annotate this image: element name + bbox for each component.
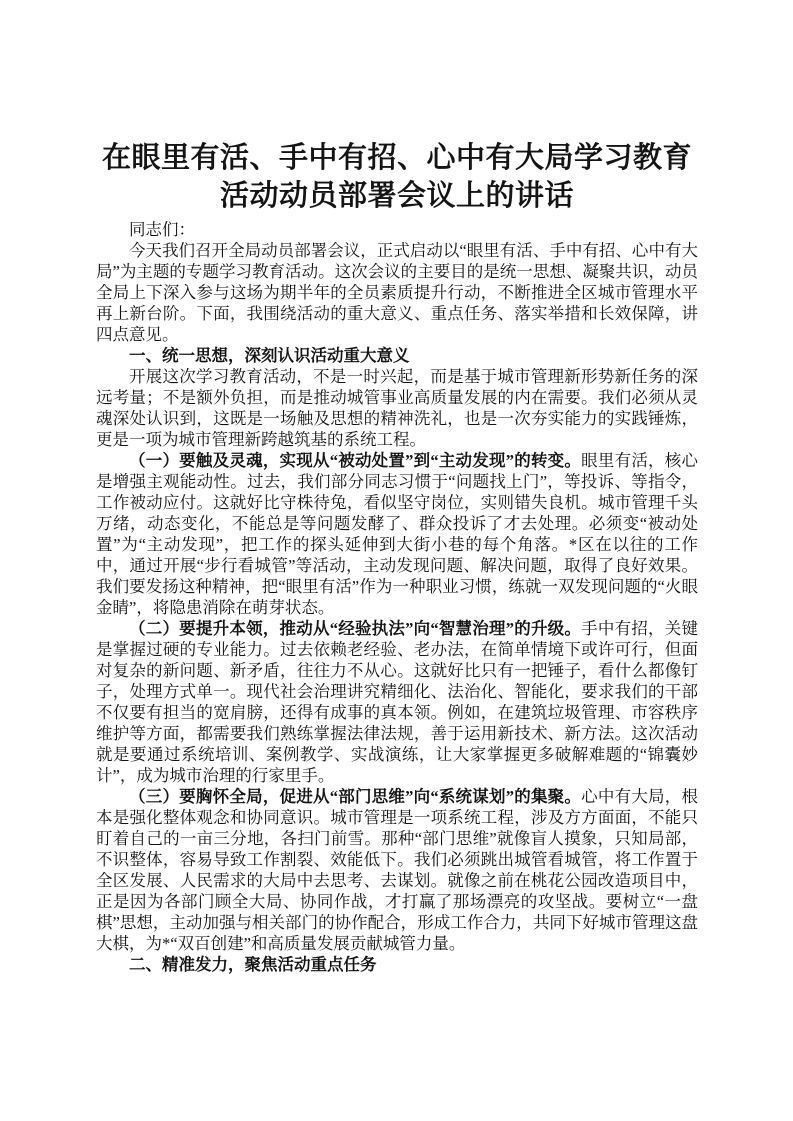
section-heading: 一、统一思想，深刻认识活动重大意义	[129, 346, 410, 365]
paragraph: （二）要提升本领，推动从“经验执法”向“智慧治理”的升级。手中有招，关键是掌握过硬的专业能力。过去依赖老经验、老办法，在简单情境下或许可行，但面对复杂的新问题、新矛盾，往往力不从心。这就好比只有一把锤子，看什么都像钉子，处理方式单一。现代社会治理讲究精细化、法治化、智能化，要求我们的干部不仅要有担当的宽肩膀，还得有成事的真本领。例如，在建筑垃圾管理、市容秩序维护等方面，都需要我们熟练掌握法律法规，善于运用新技术、新方法。这次活动就是要通过系统培训、案例教学、实战演练，让大家掌握更多破解难题的“锦囊妙计”，成为城市治理的行家里手。	[96, 619, 699, 785]
paragraph-container	[96, 240, 698, 975]
paragraph: 开展这次学习教育活动，不是一时兴起，而是基于城市管理新形势新任务的深远考量；不是额外负担，而是推动城管事业高质量发展的内在需要。我们必须从灵魂深处认识到，这既是一场触及思想的精神洗礼，也是一次夯实能力的实践锤炼，更是一项为城市管理新跨越筑基的系统工程。	[96, 367, 698, 449]
paragraph-lead: （二）要提升本领，推动从“经验执法”向“智慧治理”的升级。	[129, 619, 582, 638]
salutation: 同志们：	[129, 220, 195, 239]
paragraph: 今天我们召开全局动员部署会议，正式启动以“眼里有活、手中有招、心中有大局”为主题的专题学习教育活动。这次会议的主要目的是统一思想、凝聚共识，动员全局上下深入参与这场为期半年的全员素质提升行动，不断推进全区城市管理水平再上新台阶。下面，我围绕活动的重大意义、重点任务、落实举措和长效保障，讲四点意见。	[96, 241, 698, 344]
document-title: 在眼里有活、手中有招、心中有大局学习教育活动动员部署会议上的讲话	[101, 142, 692, 212]
document-body	[96, 219, 698, 975]
paragraph-lead: （三）要胸怀全局，促进从“部门思维”向“系统谋划”的集聚。	[129, 787, 582, 806]
paragraph: （三）要胸怀全局，促进从“部门思维”向“系统谋划”的集聚。心中有大局，根本是强化整体观念和协同意识。城市管理是一项系统工程，涉及方方面面，不能只盯着自己的一亩三分地，各扫门前雪。那种“部门思维”就像盲人摸象，只知局部，不识整体，容易导致工作割裂、效能低下。我们必须跳出城管看城管，将工作置于全区发展、人民需求的大局中去思考、去谋划。就像之前在桃花公园改造项目中，正是因为各部门顾全大局、协同作战，才打赢了那场漂亮的攻坚战。要树立“一盘棋”思想，主动加强与相关部门的协作配合，形成工作合力，共同下好城市管理这盘大棋，为*“双百创建”和高质量发展贡献城管力量。	[96, 787, 699, 953]
paragraph-lead: （一）要触及灵魂，实现从“被动处置”到“主动发现”的转变。	[129, 451, 582, 470]
paragraph: （一）要触及灵魂，实现从“被动处置”到“主动发现”的转变。眼里有活，核心是增强主观能动性。过去，我们部分同志习惯于“问题找上门”，等投诉、等指令，工作被动应付。这就好比守株待兔，看似坚守岗位，实则错失良机。城市管理千头万绪，动态变化，不能总是等问题发酵了、群众投诉了才去处理。必须变“被动处置”为“主动发现”，把工作的探头延伸到大街小巷的每个角落。*区在以往的工作中，通过开展“步行看城管”等活动，主动发现问题、解决问题，取得了良好效果。我们要发扬这种精神，把“眼里有活”作为一种职业习惯，练就一双发现问题的“火眼金睛”，将隐患消除在萌芽状态。	[96, 451, 699, 617]
section-heading: 二、精准发力，聚焦活动重点任务	[129, 955, 377, 974]
